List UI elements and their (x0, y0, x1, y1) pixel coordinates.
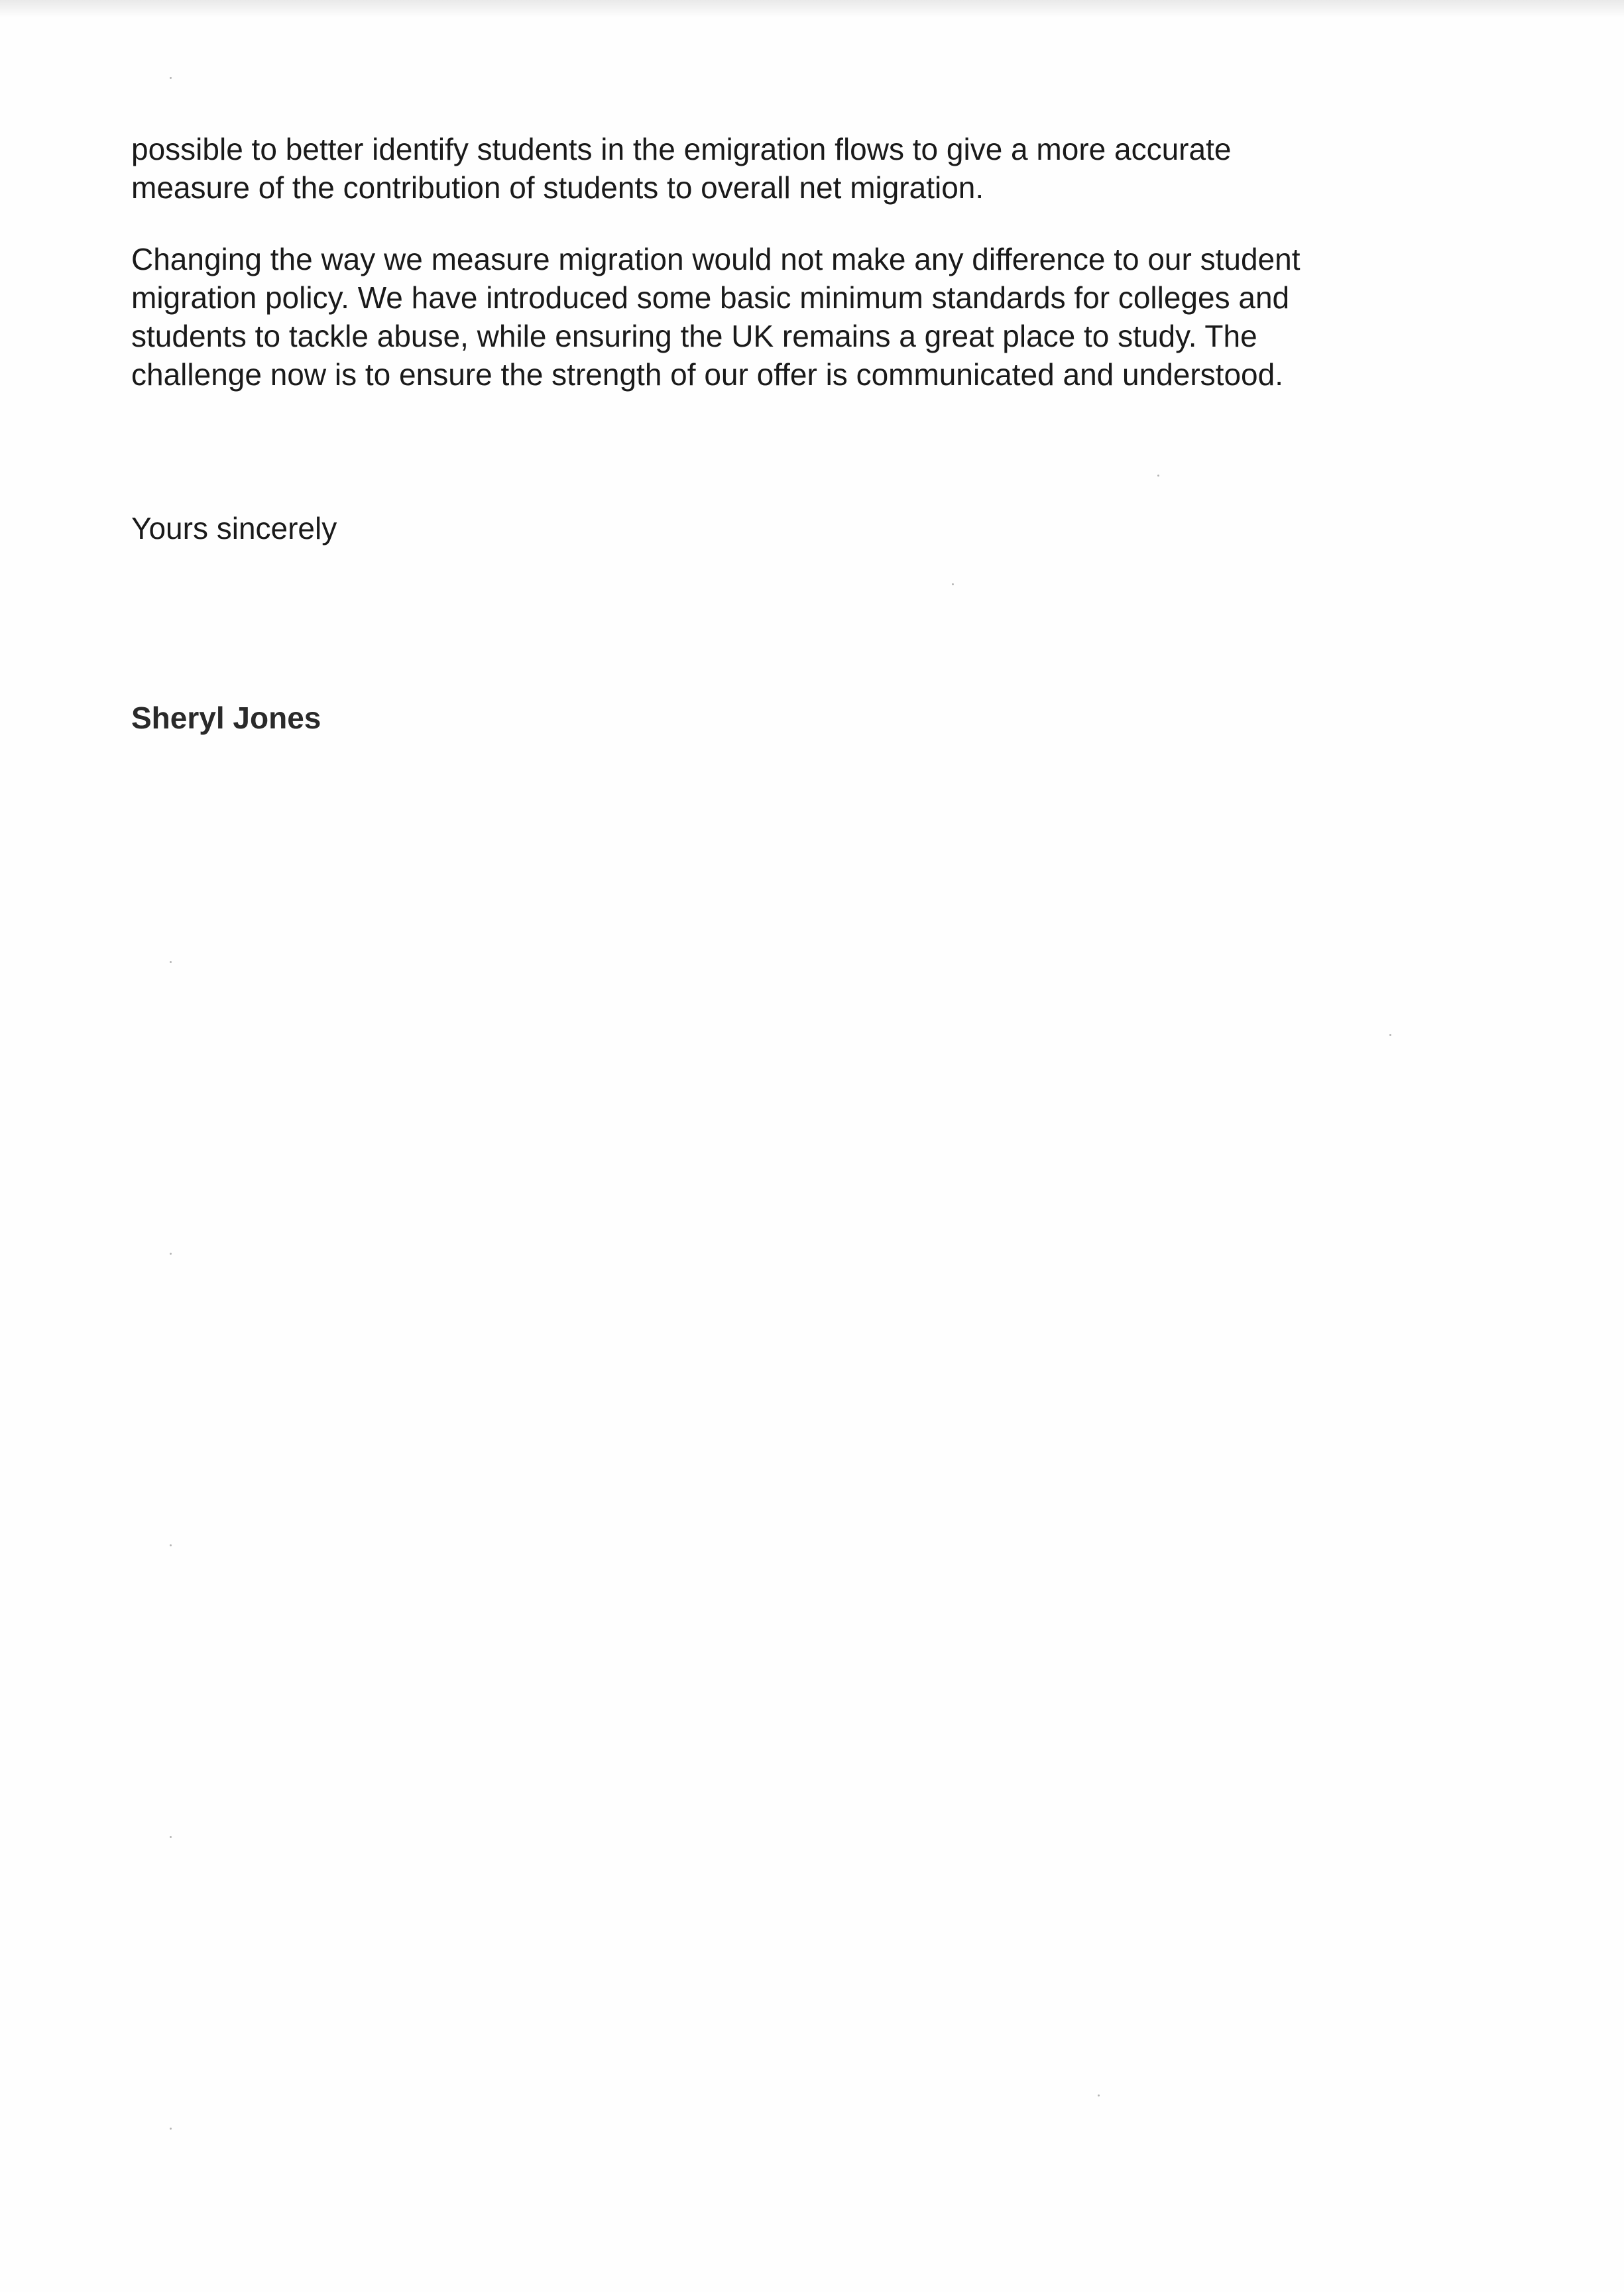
body-paragraph-2: Changing the way we measure migration would not make any difference to our student migration policy. We have introduced some basic minimum standards for colleges and students to tackle abuse, while ensuring the UK remains a great place to study. The challenge now is to ensure the strength of our offer is communicated and understood. (131, 242, 1301, 392)
scan-speck (1389, 1034, 1391, 1036)
scan-speck (170, 77, 172, 79)
scan-speck (1157, 475, 1159, 477)
scan-speck (170, 961, 172, 963)
scan-speck (170, 1544, 172, 1546)
scan-speck (952, 583, 954, 585)
scan-edge-shadow (0, 0, 1624, 17)
scan-speck (170, 1253, 172, 1255)
body-paragraph-1: possible to better identify students in the emigration flows to give a more accurate measure of the contribution of students to overall net migration. (131, 132, 1232, 205)
scan-speck (170, 2128, 172, 2130)
signatory-name: Sheryl Jones (131, 701, 321, 735)
scan-speck (1098, 2094, 1100, 2096)
scan-speck (170, 1836, 172, 1838)
closing-salutation: Yours sincerely (131, 511, 337, 545)
